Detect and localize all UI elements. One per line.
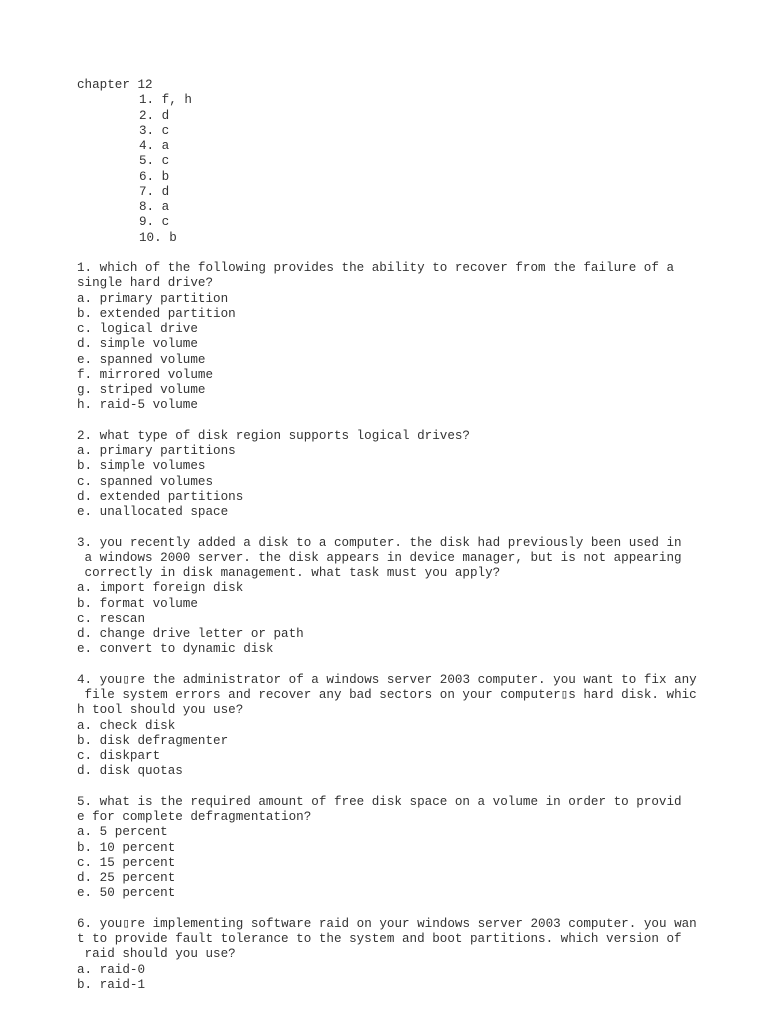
answer-option: b. simple volumes [77, 459, 206, 474]
answer-option: a. import foreign disk [77, 581, 244, 596]
question-2 [77, 429, 757, 521]
answer-option: b. raid-1 [77, 977, 146, 992]
question-text: correctly in disk management. what task must you apply? [77, 566, 501, 580]
answer-key-item: 3. c [139, 123, 170, 138]
answer-option: d. disk quotas [77, 764, 183, 779]
question-text: file system errors and recover any bad sectors on your computer▯s hard disk. whic [77, 688, 697, 702]
question-text: 5. what is the required amount of free disk space on a volume in order to provid [77, 794, 682, 809]
answer-option: a. 5 percent [77, 825, 168, 840]
answer-option: d. extended partitions [77, 489, 244, 504]
answer-key-item: 1. f, h [139, 93, 192, 108]
question-4 [77, 673, 757, 780]
answer-key-item: 4. a [139, 139, 170, 153]
question-6 [77, 917, 757, 993]
answer-key-item: 6. b [139, 169, 170, 184]
answer-option: f. mirrored volume [77, 367, 214, 382]
answer-key-item: 5. c [139, 154, 170, 169]
question-5 [77, 795, 757, 902]
answer-option: a. primary partitions [77, 444, 236, 458]
answer-option: b. disk defragmenter [77, 733, 229, 748]
question-text: single hard drive? [77, 276, 214, 291]
question-text: 1. which of the following provides the ability to recover from the failure of a [77, 261, 675, 275]
answer-option: c. logical drive [77, 322, 198, 336]
answer-option: c. rescan [77, 611, 146, 626]
question-text: 4. you▯re the administrator of a windows server 2003 computer. you want to fix any [77, 672, 697, 687]
answer-key-item: 7. d [139, 184, 170, 199]
answer-option: e. spanned volume [77, 352, 206, 367]
question-text: 2. what type of disk region supports logical drives? [77, 428, 470, 443]
answer-option: d. change drive letter or path [77, 627, 304, 641]
question-text: 3. you recently added a disk to a computer. the disk had previously been used in [77, 535, 682, 550]
answer-option: d. 25 percent [77, 871, 176, 885]
answer-option: h. raid-5 volume [77, 398, 198, 413]
answer-option: b. extended partition [77, 306, 236, 321]
chapter-title: chapter 12 [77, 78, 153, 92]
answer-option: g. striped volume [77, 383, 206, 397]
answer-option: b. format volume [77, 596, 198, 611]
question-3 [77, 536, 757, 658]
answer-option: a. check disk [77, 718, 176, 733]
answer-option: a. primary partition [77, 291, 229, 306]
answer-key-item: 2. d [139, 108, 170, 123]
question-1 [77, 261, 757, 414]
question-text: h tool should you use? [77, 703, 244, 718]
answer-key [77, 93, 757, 246]
answer-option: c. 15 percent [77, 855, 176, 870]
answer-option: e. 50 percent [77, 886, 176, 901]
answer-key-item: 9. c [139, 215, 170, 230]
question-text: raid should you use? [77, 947, 236, 962]
answer-option: c. spanned volumes [77, 474, 214, 489]
answer-key-item: 10. b [139, 230, 177, 245]
question-text: a windows 2000 server. the disk appears in device manager, but is not appearing [77, 550, 682, 565]
question-text: e for complete defragmentation? [77, 810, 312, 824]
answer-option: c. diskpart [77, 749, 161, 763]
answer-option: a. raid-0 [77, 962, 146, 977]
answer-option: e. unallocated space [77, 505, 229, 519]
answer-option: d. simple volume [77, 337, 198, 352]
question-text: 6. you▯re implementing software raid on your windows server 2003 computer. you wan [77, 916, 697, 931]
answer-option: e. convert to dynamic disk [77, 642, 274, 657]
answer-key-item: 8. a [139, 200, 170, 214]
answer-option: b. 10 percent [77, 840, 176, 855]
document-page [77, 78, 757, 993]
question-text: t to provide fault tolerance to the system and boot partitions. which version of [77, 932, 682, 946]
